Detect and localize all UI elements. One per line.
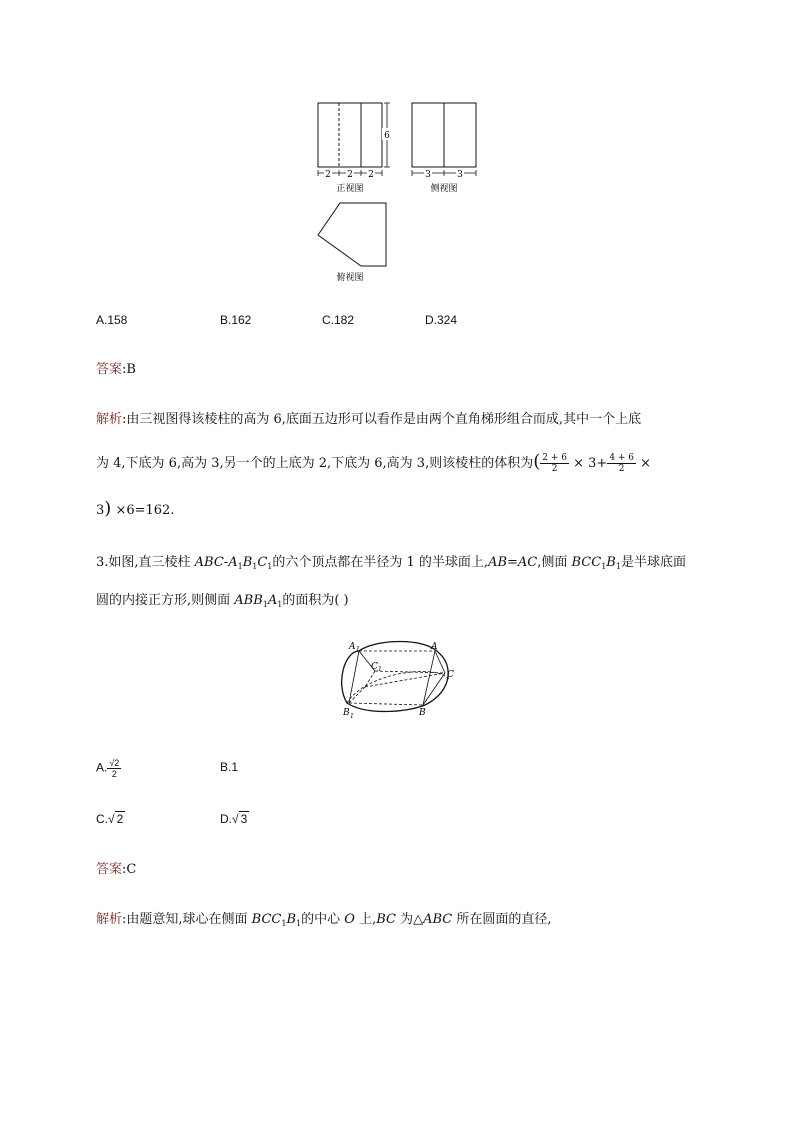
q3-option-d[interactable]: D.√ 3: [220, 812, 248, 826]
q3-option-c[interactable]: C.√ 2: [96, 812, 124, 826]
q2-analysis-line3: 3) ×6=162.: [96, 498, 175, 519]
answer-value: :B: [122, 362, 136, 377]
fraction-1: $\frac{2 + 6}{2}$: [542, 453, 567, 474]
q2-analysis-line1: 解析:由三视图得该棱柱的高为 6,底面五边形可以看作是由两个直角梯形组合而成,其中一个上底: [96, 412, 642, 427]
hemisphere-prism-figure: [335, 633, 465, 723]
label-a1: A: [349, 642, 356, 652]
q2-analysis-line2: 为 4,下底为 6,高为 3,另一个的上底为 2,下底为 6,高为 3,则该棱柱的体积为( $\frac{2 + 6}{2}$ × 3+ $\frac{4 + 6}{2}$ ×: [96, 451, 652, 474]
svg-text:1: 1: [350, 713, 354, 720]
label-b: B: [419, 708, 426, 718]
three-view-figure: [300, 95, 500, 290]
q3-option-a[interactable]: A. $\frac{√2}{2}$: [96, 758, 120, 779]
fraction-2: $\frac{4 + 6}{2}$: [609, 453, 635, 474]
fraction-root2-over-2: $\frac{√2}{2}$: [109, 758, 120, 779]
front-dim-1: 2: [325, 170, 331, 180]
q2-option-d[interactable]: D.324: [425, 313, 458, 327]
svg-text:1: 1: [356, 646, 360, 653]
label-a: A: [431, 642, 438, 652]
height-dim-label: 6: [384, 131, 390, 141]
label-c: C: [447, 670, 454, 680]
q2-answer: [96, 360, 136, 380]
q3-question-line1: 3.如图,直三棱柱 ABC-$A_1B_1C_1$的六个顶点都在半径为 1 的半球面上,AB=AC,侧面 $BCC_1B_1$是半球底面: [96, 555, 686, 571]
label-c1: C: [371, 662, 378, 672]
q3-analysis: 解析:由题意知,球心在侧面 $BCC_1B_1$的中心 O 上,BC 为△ABC 所在圆面的直径,: [96, 912, 552, 928]
analysis-label: 解析: [96, 412, 123, 427]
front-dim-2: 2: [347, 170, 353, 180]
top-view-pentagon: [318, 203, 386, 266]
q2-option-b[interactable]: B.162: [220, 313, 252, 327]
q3-option-b[interactable]: B.1: [220, 760, 239, 774]
answer-label: 答案: [96, 362, 123, 377]
q2-option-c[interactable]: C.182: [322, 313, 355, 327]
side-dim-1: 3: [425, 170, 431, 180]
side-view-label: 侧视图: [430, 184, 458, 194]
q3-answer: 答案:C: [96, 862, 137, 877]
top-view-label: 俯视图: [336, 273, 364, 283]
q3-question-line2: 圆的内接正方形,则侧面 $ABB_1A_1$的面积为( ): [96, 593, 349, 609]
q2-option-a[interactable]: A.158: [96, 313, 128, 327]
front-view-rect: [318, 103, 382, 167]
front-dim-3: 2: [368, 170, 374, 180]
svg-text:1: 1: [378, 666, 382, 673]
label-b1: B: [343, 708, 350, 718]
front-view-label: 正视图: [336, 184, 364, 194]
side-dim-2: 3: [457, 170, 463, 180]
